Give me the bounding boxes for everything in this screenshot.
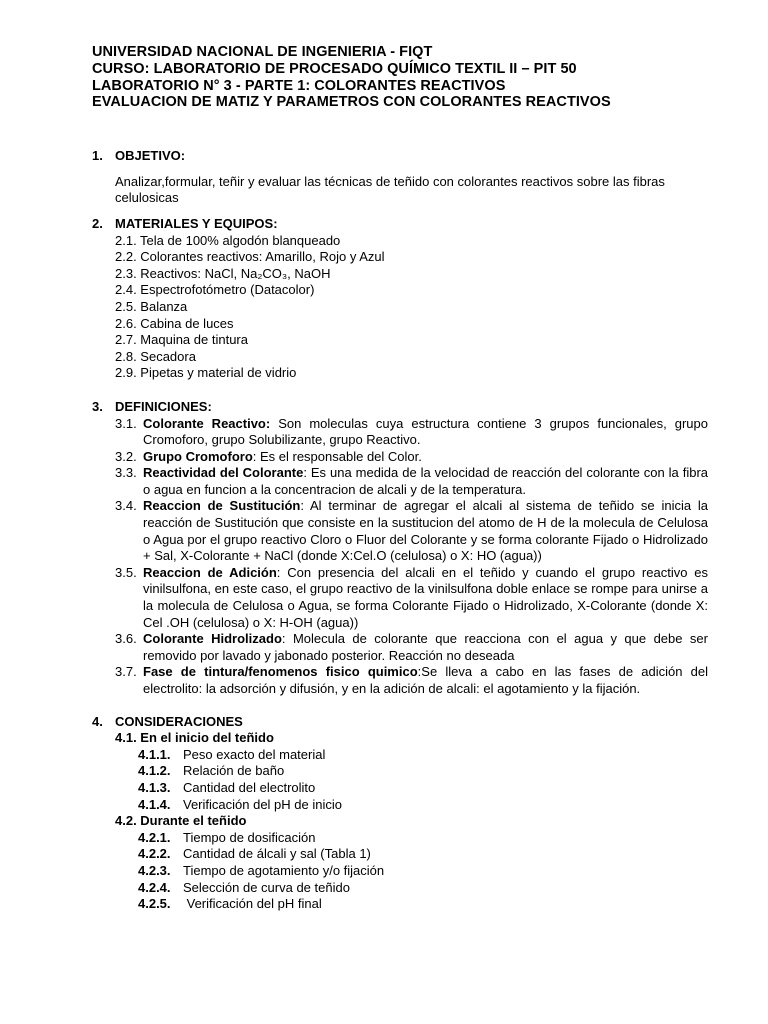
item-text: Tiempo de agotamiento y/o fijación	[183, 862, 385, 878]
item-number: 4.1.1.	[138, 746, 171, 762]
section-number: 3.	[92, 398, 103, 414]
header-university: UNIVERSIDAD NACIONAL DE INGENIERIA - FIQT	[92, 44, 433, 60]
definition-item	[92, 416, 708, 449]
subsection-title: 4.1. En el inicio del teñido	[115, 730, 274, 746]
definition-term: Colorante Hidrolizado	[143, 631, 282, 647]
item-number: 4.2.5.	[138, 896, 171, 912]
list-item: 2.1. Tela de 100% algodón blanqueado	[115, 232, 341, 248]
definition-item	[92, 565, 708, 631]
list-item	[92, 896, 708, 913]
document-header	[92, 44, 708, 111]
item-number: 3.3.	[115, 465, 137, 481]
list-item	[92, 863, 708, 880]
definition-item	[92, 449, 708, 466]
list-item: 2.7. Maquina de tintura	[115, 332, 248, 348]
objective-text: Analizar,formular, teñir y evaluar las técnicas de teñido con colorantes reactivos sobre las fibras celulosicas	[115, 173, 665, 206]
header-course: CURSO: LABORATORIO DE PROCESADO QUÍMICO TEXTIL II – PIT 50	[92, 60, 577, 77]
item-number: 4.2.3.	[138, 862, 171, 878]
section-title: OBJETIVO:	[115, 148, 186, 164]
header-lab-title: EVALUACION DE MATIZ Y PARAMETROS CON COLORANTES REACTIVOS	[92, 94, 611, 111]
item-number: 4.2.1.	[138, 829, 171, 845]
section-number: 1.	[92, 148, 103, 164]
definition-item	[92, 631, 708, 664]
item-number: 3.1.	[115, 415, 137, 431]
section-materiales	[92, 216, 708, 382]
item-text: Relación de baño	[183, 763, 285, 779]
item-number: 4.1.4.	[138, 796, 171, 812]
definition-text: : Al terminar de agregar el alcali al sistema de teñido se inicia la reacción de Sustitución que consiste en la sustitucion del atomo de H de la molecula de Celulosa o Agua por el grupo reactivo Cloro o Fluor del Colorante y se forma colorante Fijado o Hidrolizado + Sal, X-Colorante + NaCl (donde X:Cel.O (celulosa) o X: HO (agua))	[143, 498, 708, 564]
list-item: 2.3. Reactivos: NaCl, Na₂CO₃, NaOH	[115, 265, 331, 281]
list-item	[92, 846, 708, 863]
list-item	[92, 763, 708, 780]
item-text: Selección de curva de teñido	[183, 879, 350, 895]
subsection-title: 4.2. Durante el teñido	[115, 813, 247, 829]
list-item	[92, 797, 708, 814]
section-objetivo	[92, 148, 708, 207]
item-number: 4.1.2.	[138, 763, 171, 779]
definition-term: Fase de tintura/fenomenos fisico quimico	[143, 664, 418, 680]
item-number: 3.2.	[115, 448, 137, 464]
item-number: 3.6.	[115, 631, 137, 647]
item-text: Cantidad del electrolito	[183, 779, 316, 795]
section-consideraciones	[92, 714, 708, 913]
list-item	[92, 830, 708, 847]
item-number: 3.7.	[115, 664, 137, 680]
item-number: 4.2.2.	[138, 846, 171, 862]
definition-term: Grupo Cromoforo	[143, 448, 253, 464]
definition-term: Reaccion de Adición	[143, 564, 277, 580]
definition-text: : Con presencia del alcali en el teñido y cuando el grupo reactivo es vinilsulfona, en este caso, el grupo reactivo de la vinilsulfona doble enlace se rompe para unirse a la molecula de Celulosa o Agua, se forma Colorante Fijado o Hidrolizado, X-Colorante (donde X: Cel .OH (celulosa) o X: H-OH (agua))	[143, 564, 708, 630]
definition-text: : Molecula de colorante que reacciona con el agua y que debe ser removido por lavado y jabonado posterior. Reacción no deseada	[143, 631, 708, 663]
section-number: 4.	[92, 713, 103, 729]
item-text: Verificación del pH final	[183, 896, 322, 912]
item-number: 4.2.4.	[138, 879, 171, 895]
item-text: Verificación del pH de inicio	[183, 796, 342, 812]
definition-text: Son moleculas cuya estructura contiene 3 grupos funcionales, grupo Cromoforo, grupo Solubilizante, grupo Reactivo.	[143, 415, 708, 448]
definition-term: Reactividad del Colorante	[143, 465, 304, 481]
list-item: 2.6. Cabina de luces	[115, 315, 234, 331]
list-item	[92, 780, 708, 797]
item-text: Cantidad de álcali y sal (Tabla 1)	[183, 846, 371, 862]
definition-term: Colorante Reactivo:	[143, 415, 271, 431]
header-lab-number: LABORATORIO N° 3 - PARTE 1: COLORANTES REACTIVOS	[92, 77, 506, 94]
definition-item	[92, 465, 708, 498]
list-item: 2.8. Secadora	[115, 348, 196, 364]
list-item: 2.9. Pipetas y material de vidrio	[115, 365, 297, 381]
definition-text: : Es el responsable del Color.	[252, 448, 422, 464]
list-item: 2.4. Espectrofotómetro (Datacolor)	[115, 282, 315, 298]
section-number: 2.	[92, 215, 103, 231]
list-item: 2.2. Colorantes reactivos: Amarillo, Rojo y Azul	[115, 249, 385, 265]
list-item: 2.5. Balanza	[115, 298, 188, 314]
section-title: MATERIALES Y EQUIPOS:	[115, 215, 278, 231]
definition-text: : Es una medida de la velocidad de reacción del colorante con la fibra o agua en funcion a la concentracion de alcali y de la temperatura.	[143, 465, 709, 497]
item-text: Tiempo de dosificación	[183, 829, 316, 845]
item-text: Peso exacto del material	[183, 746, 326, 762]
definition-term: Reaccion de Sustitución	[143, 498, 301, 514]
item-number: 4.1.3.	[138, 779, 171, 795]
section-title: CONSIDERACIONES	[115, 713, 243, 729]
definition-text: :Se lleva a cabo en las fases de adición del electrolito: la adsorción y difusión, y en la adición de alcali: el agotamiento y la fijación.	[143, 664, 708, 696]
list-item	[92, 747, 708, 764]
section-title: DEFINICIONES:	[115, 398, 212, 414]
definition-item	[92, 664, 708, 697]
section-definiciones	[92, 399, 708, 698]
item-number: 3.4.	[115, 498, 137, 514]
item-number: 3.5.	[115, 564, 137, 580]
definition-item	[92, 498, 708, 564]
list-item	[92, 880, 708, 897]
